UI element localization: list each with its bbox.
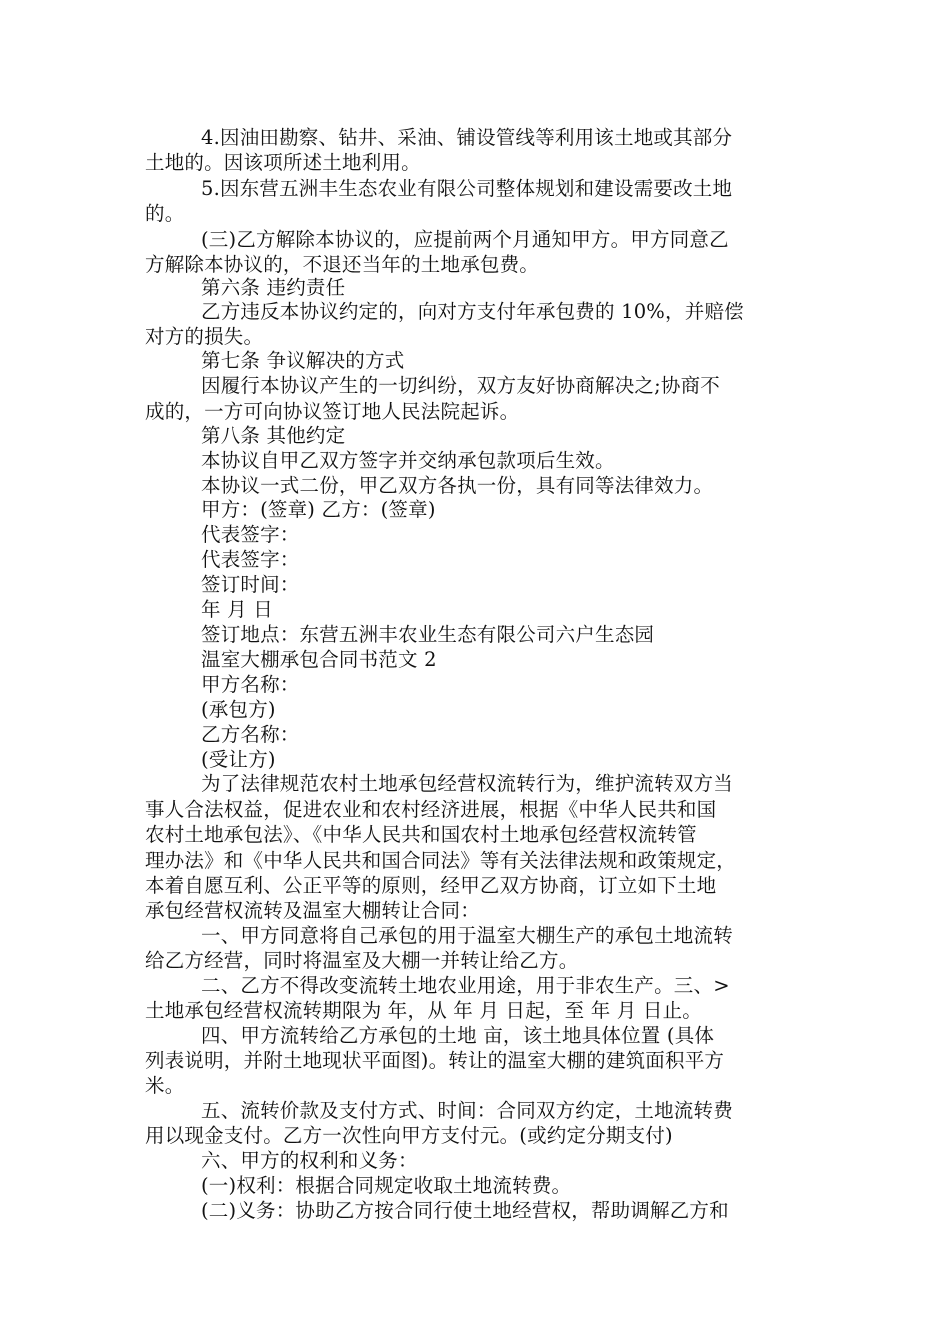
signature-line: 甲方：(签章) 乙方：(签章) — [201, 498, 436, 521]
text-line: 本着自愿互利、公正平等的原则，经甲乙双方协商，订立如下土地 — [145, 874, 717, 897]
text-line: 二、乙方不得改变流转土地农业用途，用于非农生产。三、> — [201, 974, 730, 997]
text-line: 一、甲方同意将自己承包的用于温室大棚生产的承包土地流转 — [201, 924, 733, 947]
party-line: (受让方) — [201, 748, 276, 771]
text-line: (三)乙方解除本协议的，应提前两个月通知甲方。甲方同意乙 — [201, 228, 729, 251]
text-line: 给乙方经营，同时将温室及大棚一并转让给乙方。 — [145, 949, 579, 972]
signature-line: 签订时间： — [201, 573, 300, 596]
document-title: 温室大棚承包合同书范文 2 — [201, 648, 437, 671]
text-line: 农村土地承包法》、《中华人民共和国农村土地承包经营权流转管 — [145, 823, 697, 846]
text-line: 乙方违反本协议约定的，向对方支付年承包费的 10%，并赔偿 — [201, 300, 744, 323]
party-line: 乙方名称： — [201, 723, 300, 746]
text-line: 事人合法权益，促进农业和农村经济进展，根据《中华人民共和国 — [145, 798, 717, 821]
text-line: 理办法》和《中华人民共和国合同法》等有关法律法规和政策规定， — [145, 849, 737, 872]
text-line: 成的，一方可向协议签订地人民法院起诉。 — [145, 400, 520, 423]
text-line: 方解除本协议的，不退还当年的土地承包费。 — [145, 253, 540, 276]
text-line: 的。 — [145, 202, 185, 225]
text-line: (一)权利：根据合同规定收取土地流转费。 — [201, 1174, 572, 1197]
signature-line: 签订地点：东营五洲丰农业生态有限公司六户生态园 — [201, 623, 655, 646]
signature-line: 代表签字： — [201, 548, 300, 571]
section-heading: 第七条 争议解决的方式 — [201, 349, 405, 372]
date-line: 年 月 日 — [201, 598, 273, 621]
text-line: 土地承包经营权流转期限为 年，从 年 月 日起，至 年 月 日止。 — [145, 999, 702, 1022]
party-line: 甲方名称： — [201, 673, 300, 696]
text-line: (二)义务：协助乙方按合同行使土地经营权，帮助调解乙方和 — [201, 1199, 729, 1222]
text-line: 本协议自甲乙双方签字并交纳承包款项后生效。 — [201, 449, 615, 472]
text-line: 本协议一式二份，甲乙双方各执一份，具有同等法律效力。 — [201, 474, 714, 497]
text-line: 六、甲方的权利和义务： — [201, 1149, 418, 1172]
text-line: 4.因油田勘察、钻井、采油、铺设管线等利用该土地或其部分 — [201, 126, 733, 149]
signature-line: 代表签字： — [201, 523, 300, 546]
text-line: 五、流转价款及支付方式、时间：合同双方约定，土地流转费 — [201, 1099, 733, 1122]
party-line: (承包方) — [201, 698, 276, 721]
text-line: 米。 — [145, 1074, 185, 1097]
text-line: 四、甲方流转给乙方承包的土地 亩，该土地具体位置 (具体 — [201, 1024, 715, 1047]
text-line: 用以现金支付。乙方一次性向甲方支付元。(或约定分期支付) — [145, 1124, 673, 1147]
text-line: 土地的。因该项所述土地利用。 — [145, 151, 421, 174]
text-line: 为了法律规范农村土地承包经营权流转行为，维护流转双方当 — [201, 772, 733, 795]
section-heading: 第八条 其他约定 — [201, 424, 346, 447]
text-line: 5.因东营五洲丰生态农业有限公司整体规划和建设需要改土地 — [201, 177, 733, 200]
text-line: 对方的损失。 — [145, 325, 264, 348]
text-line: 列表说明，并附土地现状平面图)。转让的温室大棚的建筑面积平方 — [145, 1049, 725, 1072]
section-heading: 第六条 违约责任 — [201, 276, 346, 299]
text-line: 承包经营权流转及温室大棚转让合同： — [145, 899, 480, 922]
text-line: 因履行本协议产生的一切纠纷，双方友好协商解决之;协商不 — [201, 374, 720, 397]
